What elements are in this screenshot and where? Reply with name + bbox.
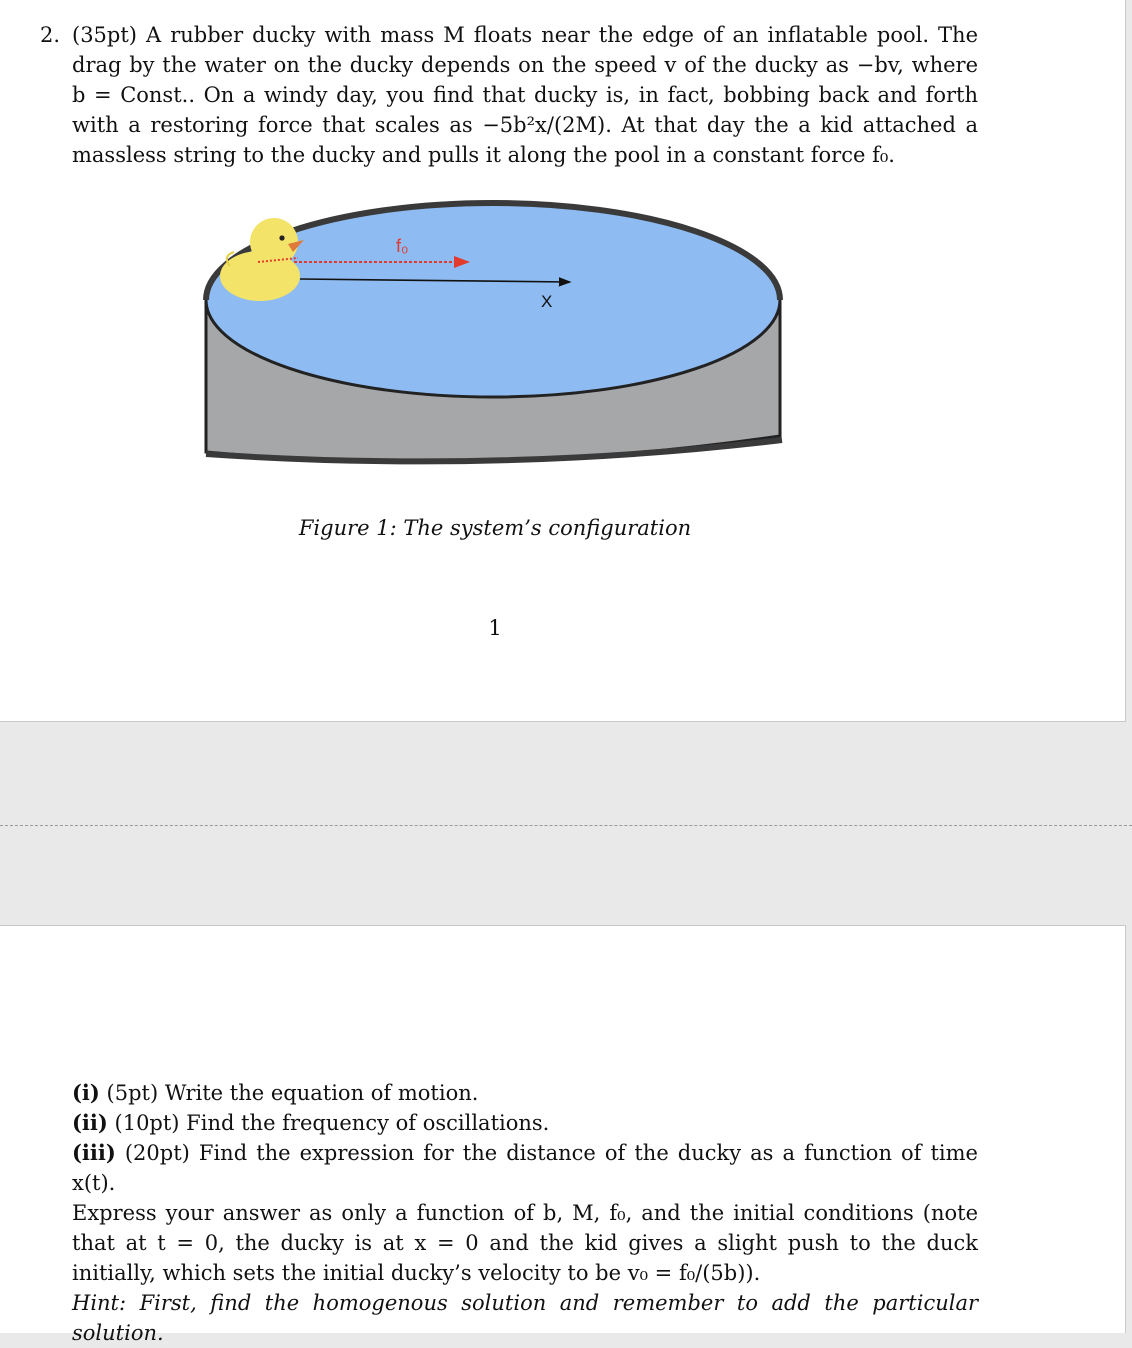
pool-figure <box>200 196 790 498</box>
problem-statement <box>40 20 978 170</box>
force-label: f₀ <box>396 236 409 256</box>
part-i-label: (i) <box>72 1080 100 1105</box>
part-i-text: (5pt) Write the equation of motion. <box>106 1081 479 1105</box>
part-ii <box>72 1108 978 1138</box>
problem-text: (35pt) A rubber ducky with mass M floats near the edge of an inflatable pool. The drag by the water on the ducky depends on the speed v of the ducky as −bv, where b = Const.. On a windy day, you find that ducky is, in fact, bobbing back and forth with a restoring force that scales as −5b²x/(2M). At that day the a kid attached a massless string to the ducky and pulls it along the pool in a constant force f₀. <box>72 23 978 167</box>
part-ii-label: (ii) <box>72 1110 108 1135</box>
figure-caption: Figure 1: The system’s configuration <box>298 516 692 540</box>
part-iii-label: (iii) <box>72 1140 116 1165</box>
hint-text: Hint: First, find the homogenous solution and remember to add the particular solution. <box>72 1291 978 1345</box>
rubber-duck <box>220 218 304 301</box>
part-iii-text: (20pt) Find the expression for the distance of the ducky as a function of time x(t). <box>72 1141 978 1195</box>
part-iii <box>72 1138 978 1198</box>
express-instructions: Express your answer as only a function of b, M, f₀, and the initial conditions (note that at t = 0, the ducky is at x = 0 and the kid gives a slight push to the duck initially, which sets the initial ducky’s velocity to be v₀ = f₀/(5b)). <box>72 1201 978 1285</box>
part-ii-text: (10pt) Find the frequency of oscillations. <box>114 1111 550 1135</box>
page-divider <box>0 825 1132 826</box>
page-number: 1 <box>488 616 502 640</box>
problem-number: 2. <box>40 23 61 47</box>
problem-parts <box>72 1078 978 1348</box>
part-i <box>72 1078 978 1108</box>
axis-label: X <box>541 292 553 311</box>
